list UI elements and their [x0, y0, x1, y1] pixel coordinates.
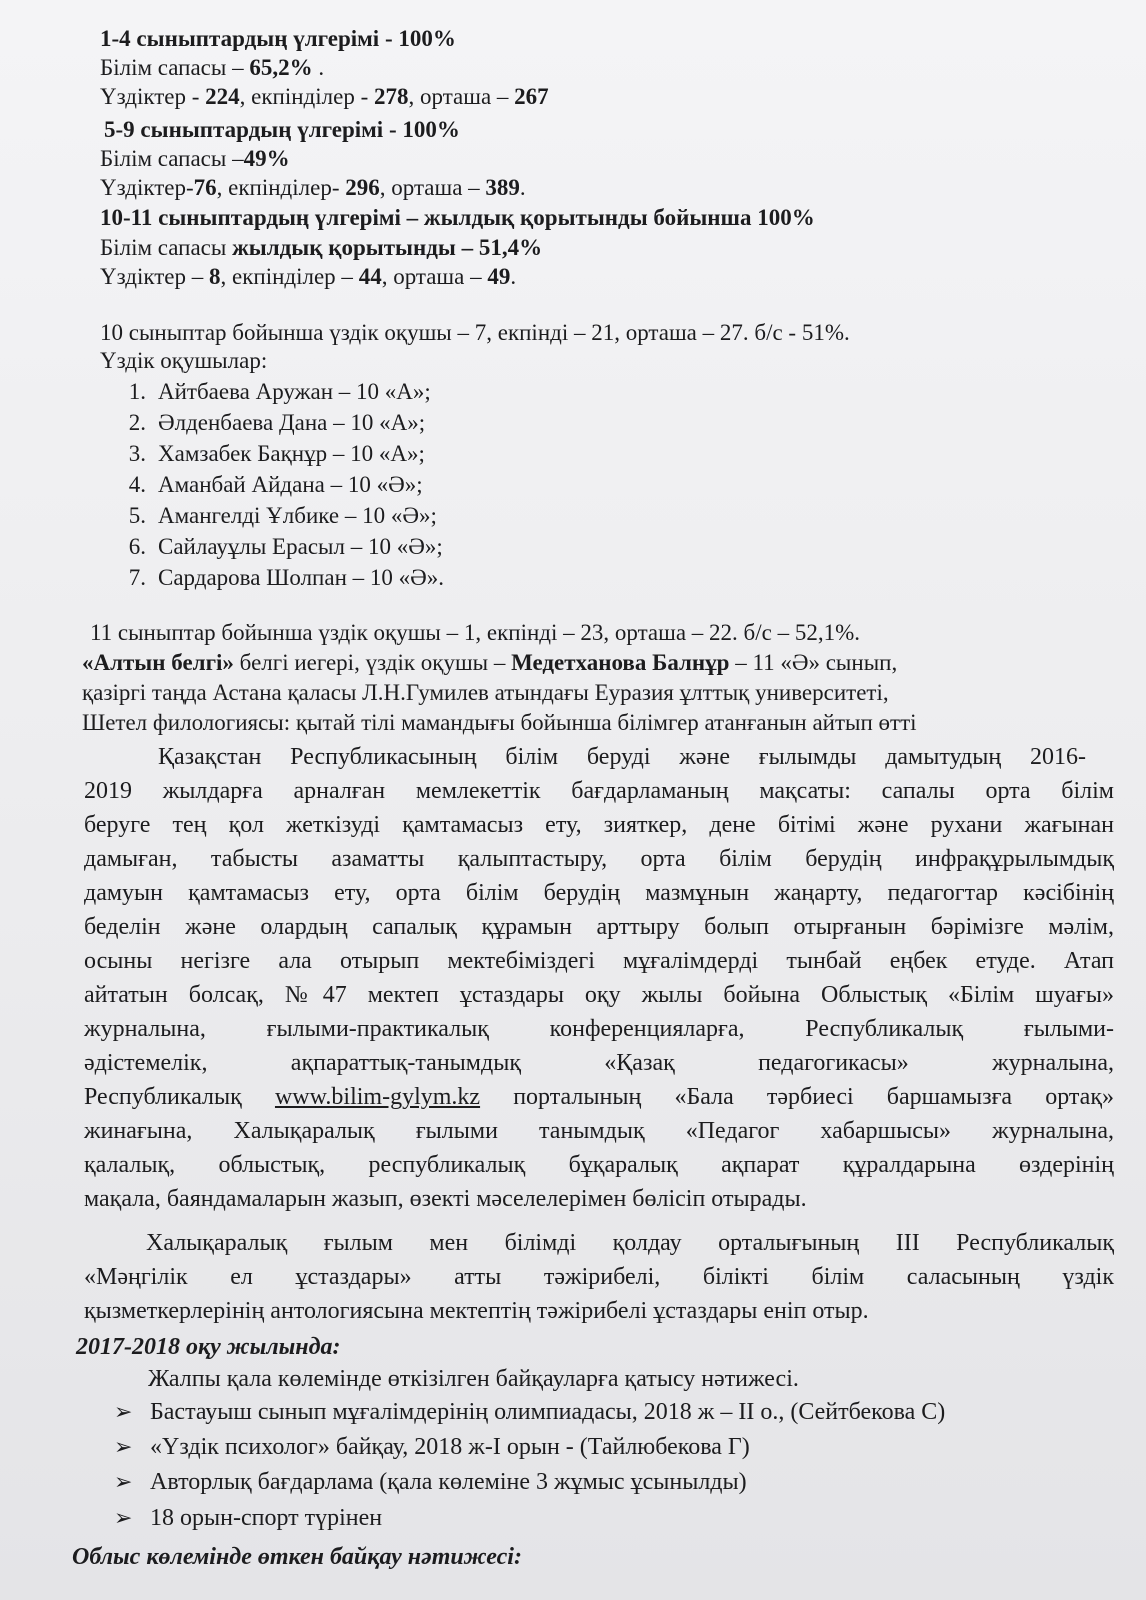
grade-5-9-counts: Үздіктер-76, екпінділер- 296, орташа – 389. — [100, 175, 526, 200]
competition-intro: Жалпы қала көлемінде өткізілген байқауларға қатысу нәтижесі. — [148, 1366, 799, 1392]
list-item: ➢ 18 орын-спорт түрінен — [114, 1505, 383, 1531]
gold-medal-line: «Алтын белгі» белгі иегері, үздік оқушы – Медетханова Балнұр – 11 «Ә» сынып, — [82, 650, 898, 675]
top-students-title: Үздік оқушылар: — [100, 348, 268, 373]
year-heading: 2017-2018 оқу жылында: — [76, 1334, 341, 1360]
grade-5-9-title: 5-9 сыныптардың үлгерімі - 100% — [104, 117, 460, 142]
grade-1-4-quality: Білім сапасы – 65,2% . — [100, 55, 325, 80]
list-item: 2. Әлденбаева Дана – 10 «А»; — [128, 410, 426, 435]
document-page: 1-4 сыныптардың үлгерімі - 100% Білім сапасы – 65,2% . Үздіктер - 224, екпінділер - 278, орташа – 267 5-9 сыныптардың үлгерімі - 100% Білім сапасы –49% Үздіктер-76, екпінділер- 296, орташа – 389. 10-11 сыныптардың үлгерімі – жылдық қорытынды бойынша 100% Білім сапасы жылдық қорытынды – 51,4% Үздіктер – 8, екпінділер – 44, орташа – 49. 10 сыныптар бойынша үздік оқушы – 7, екпінді – 21, орташа – 27. б/с - 51%. Үздік оқушылар: 1. Айтбаева Аружан – 10 «А»; 2. Әлденбаева Дана – 10 «А»; 3. Хамзабек Бақнұр – 10 «А»; 4. Аманбай Айдана – 10 «Ә»; 5. Амангелді Ұлбике – 10 «Ә»; 6. Сайлауұлы Ерасыл – 10 «Ә»; 7. Сардарова Шолпан – 10 «Ә». 11 сыныптар бойынша үздік оқушы – 1, екпінді – 23, орташа – 22. б/с – 52,1%. «Алтын белгі» белгі иегері, үздік оқушы – Медетханова Балнұр – 11 «Ә» сынып, қазіргі таңда Астана қаласы Л.Н.Гумилев атындағы Еуразия ұлттық университеті, Шетел филологиясы: қытай тілі мамандығы бойынша білімгер атанғанын айтып өтті Қазақстан Республикасының білім беруді және ғылымды дамытудың 2016- 2019 жылдарға арналған мемлекеттік бағдарламаның мақсаты: сапалы орта білім беруге тең қол жеткізуді қамтамасыз ету, зияткер, дене бітімі және рухани жағынан дамыған, табысты азаматты қалыптастыру, орта білім берудің инфрақұрылымдық дамуын қамтамасыз ету, орта білім берудің мазмұнын жаңарту, педагогтар кәсібінің беделін және олардың сапалық құрамын арттыру болып отырғанын бәрімізге мәлім, осыны негізге ала отырып мектебіміздегі мұғалімдерді тынбай еңбек етуде. Атап айтатын болсақ, №47 мектеп ұстаздары оқу жылы бойына Облыстық «Білім шуағы» журналына, ғылыми-практикалық конференцияларға, Республикалық ғылыми- әдістемелік, ақпараттық-танымдық «Қазақ педагогикасы» журналына, Республикалық www.bilim-gylym.kz порталының «Бала тәрбиесі баршамызға ортақ» жинағына, Халықаралық ғылыми танымдық «Педагог хабаршысы» журналына, қалалық, облыстық, республикалық бұқаралық ақпарат құралдарына өздерінің мақала, баяндамаларын жазып, өзекті мәселелерімен бөлісіп отырады. Халықаралық ғылым мен білімді қолдау орталығының ІІІ Республикалық «Мәңгілік ел ұстаздары» атты тәжірибелі, білікті білім саласының үздік қызметкерлерінің антологиясына мектептің тәжірибелі ұстаздары еніп отыр. 2017-2018 оқу жылында: Жалпы қала көлемінде өткізілген байқауларға қатысу нәтижесі. ➢ Бастауыш сынып мұғалімдерінің олимпиадасы, 2018 ж – ІІ о., (Сейтбекова С) ➢ «Үздік психолог» байқау, 2018 ж-І орын - (Тайлюбекова Г) ➢ Авторлық бағдарлама (қала көлеміне 3 жұмыс ұсынылды) ➢ 18 орын-спорт түрінен Облыс көлемінде өткен байқау нәтижесі: — [72, 26, 1114, 1570]
gold-medal-line-2: қазіргі таңда Астана қаласы Л.Н.Гумилев атындағы Еуразия ұлттық университеті, — [82, 680, 889, 705]
gold-medal-line-3: Шетел филологиясы: қытай тілі мамандығы бойынша білімгер атанғанын айтып өтті — [82, 710, 917, 735]
list-item: 6. Сайлауұлы Ерасыл – 10 «Ә»; — [128, 534, 443, 559]
list-item: ➢ Авторлық бағдарлама (қала көлеміне 3 жұмыс ұсынылды) — [114, 1469, 747, 1495]
portal-link[interactable]: www.bilim-gylym.kz — [274, 1084, 481, 1110]
grade-11-summary: 11 сыныптар бойынша үздік оқушы – 1, екпінді – 23, орташа – 22. б/с – 52,1%. — [90, 620, 860, 645]
grade-1-4-counts: Үздіктер - 224, екпінділер - 278, орташа – 267 — [100, 84, 549, 109]
region-heading: Облыс көлемінде өткен байқау нәтижесі: — [72, 1544, 522, 1570]
list-item: 1. Айтбаева Аружан – 10 «А»; — [128, 379, 431, 404]
grade-10-11-counts: Үздіктер – 8, екпінділер – 44, орташа – 49. — [100, 264, 517, 289]
grade-5-9-quality: Білім сапасы –49% — [100, 146, 290, 171]
arrow-bullet-icon: ➢ — [114, 1399, 133, 1424]
portal-line: Республикалық www.bilim-gylym.kz порталының «Бала тәрбиесі баршамызға ортақ» — [84, 1084, 1114, 1110]
grade-10-11-title: 10-11 сыныптардың үлгерімі – жылдық қорытынды бойынша 100% — [100, 205, 815, 230]
list-item: ➢ «Үздік психолог» байқау, 2018 ж-І орын - (Тайлюбекова Г) — [114, 1434, 750, 1460]
list-item: 4. Аманбай Айдана – 10 «Ә»; — [128, 472, 423, 497]
list-item: 5. Амангелді Ұлбике – 10 «Ә»; — [128, 503, 437, 528]
list-item: ➢ Бастауыш сынып мұғалімдерінің олимпиадасы, 2018 ж – ІІ о., (Сейтбекова С) — [114, 1399, 946, 1425]
list-item: 7. Сардарова Шолпан – 10 «Ә». — [128, 565, 444, 590]
arrow-bullet-icon: ➢ — [114, 1469, 133, 1494]
grade-10-11-quality: Білім сапасы жылдық қорытынды – 51,4% — [100, 235, 543, 260]
grade-1-4-title: 1-4 сыныптардың үлгерімі - 100% — [100, 26, 456, 51]
arrow-bullet-icon: ➢ — [114, 1434, 133, 1459]
arrow-bullet-icon: ➢ — [114, 1505, 133, 1530]
grade-10-summary: 10 сыныптар бойынша үздік оқушы – 7, екпінді – 21, орташа – 27. б/с - 51%. — [100, 320, 850, 345]
list-item: 3. Хамзабек Бақнұр – 10 «А»; — [128, 441, 425, 466]
